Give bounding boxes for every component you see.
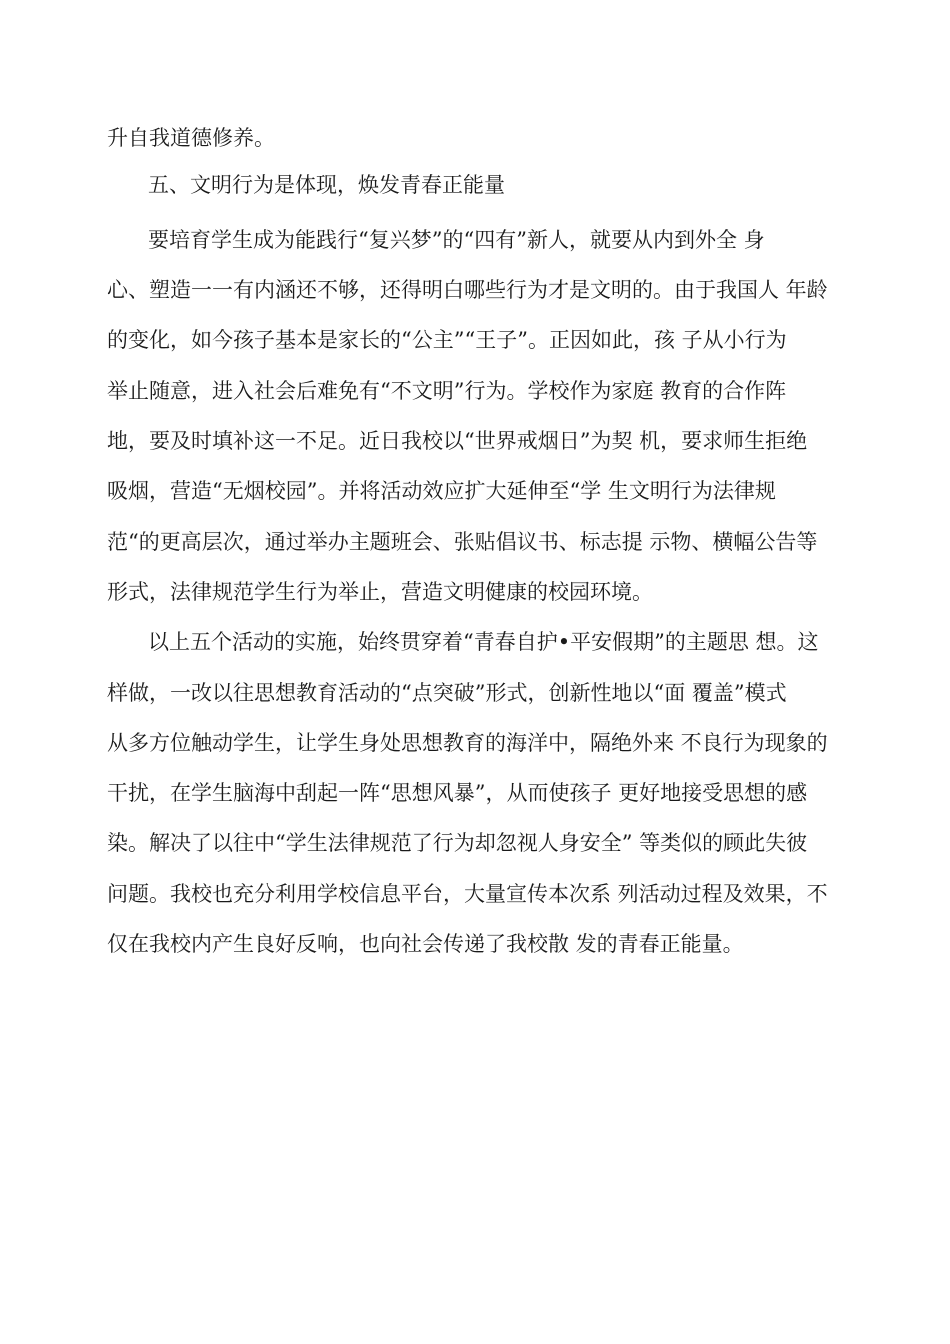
text-line [0, 723, 950, 763]
text-line [0, 622, 950, 662]
text-line [0, 773, 950, 813]
text-line [0, 270, 950, 310]
line-text: 范“的更高层次，通过举办主题班会、张贴倡议书、标志提 示物、横幅公告等 [107, 530, 818, 554]
text-line [0, 471, 950, 511]
text-line [0, 823, 950, 863]
line-text: 干扰，在学生脑海中刮起一阵“思想风暴”，从而使孩子 更好地接受思想的感 [107, 781, 808, 805]
line-text: 举止随意，进入社会后难免有“不文明”行为。学校作为家庭 教育的合作阵 [107, 379, 787, 403]
line-text: 以上五个活动的实施，始终贯穿着“青春自护•平安假期”的主题思 想。这 [148, 630, 819, 654]
line-text: 形式，法律规范学生行为举止，营造文明健康的校园环境。 [107, 580, 653, 604]
section-heading [0, 165, 950, 205]
text-line [0, 572, 950, 612]
text-line [0, 924, 950, 964]
text-line [0, 371, 950, 411]
text-line [0, 421, 950, 461]
text-line [0, 220, 950, 260]
line-text: 要培育学生成为能践行“复兴梦”的“四有”新人，就要从内到外全 身 [148, 228, 765, 252]
line-text: 仅在我校内产生良好反响，也向社会传递了我校散 发的青春正能量。 [107, 932, 744, 956]
text-line [0, 320, 950, 360]
line-text: 地，要及时填补这一不足。近日我校以“世界戒烟日”为契 机，要求师生拒绝 [107, 429, 808, 453]
line-text: 的变化，如今孩子基本是家长的“公主”“王子”。正因如此，孩 子从小行为 [107, 328, 787, 352]
text-line [0, 118, 950, 158]
line-text: 样做，一改以往思想教育活动的“点突破”形式，创新性地以“面 覆盖”模式 [107, 681, 787, 705]
line-text: 从多方位触动学生，让学生身处思想教育的海洋中，隔绝外来 不良行为现象的 [107, 731, 828, 755]
text-line [0, 522, 950, 562]
line-text: 心、塑造一一有内涵还不够，还得明白哪些行为才是文明的。由于我国人 年龄 [107, 278, 828, 302]
text-line [0, 874, 950, 914]
text-line [0, 673, 950, 713]
section-heading-text: 五、文明行为是体现，焕发青春正能量 [148, 173, 505, 197]
line-text: 问题。我校也充分利用学校信息平台，大量宣传本次系 列活动过程及效果，不 [107, 882, 828, 906]
line-text: 吸烟，营造“无烟校园”。并将活动效应扩大延伸至“学 生文明行为法律规 [107, 479, 776, 503]
line-text: 染。解决了以往中“学生法律规范了行为却忽视人身安全” 等类似的顾此失彼 [107, 831, 808, 855]
line-text: 升自我道德修养。 [107, 126, 275, 150]
